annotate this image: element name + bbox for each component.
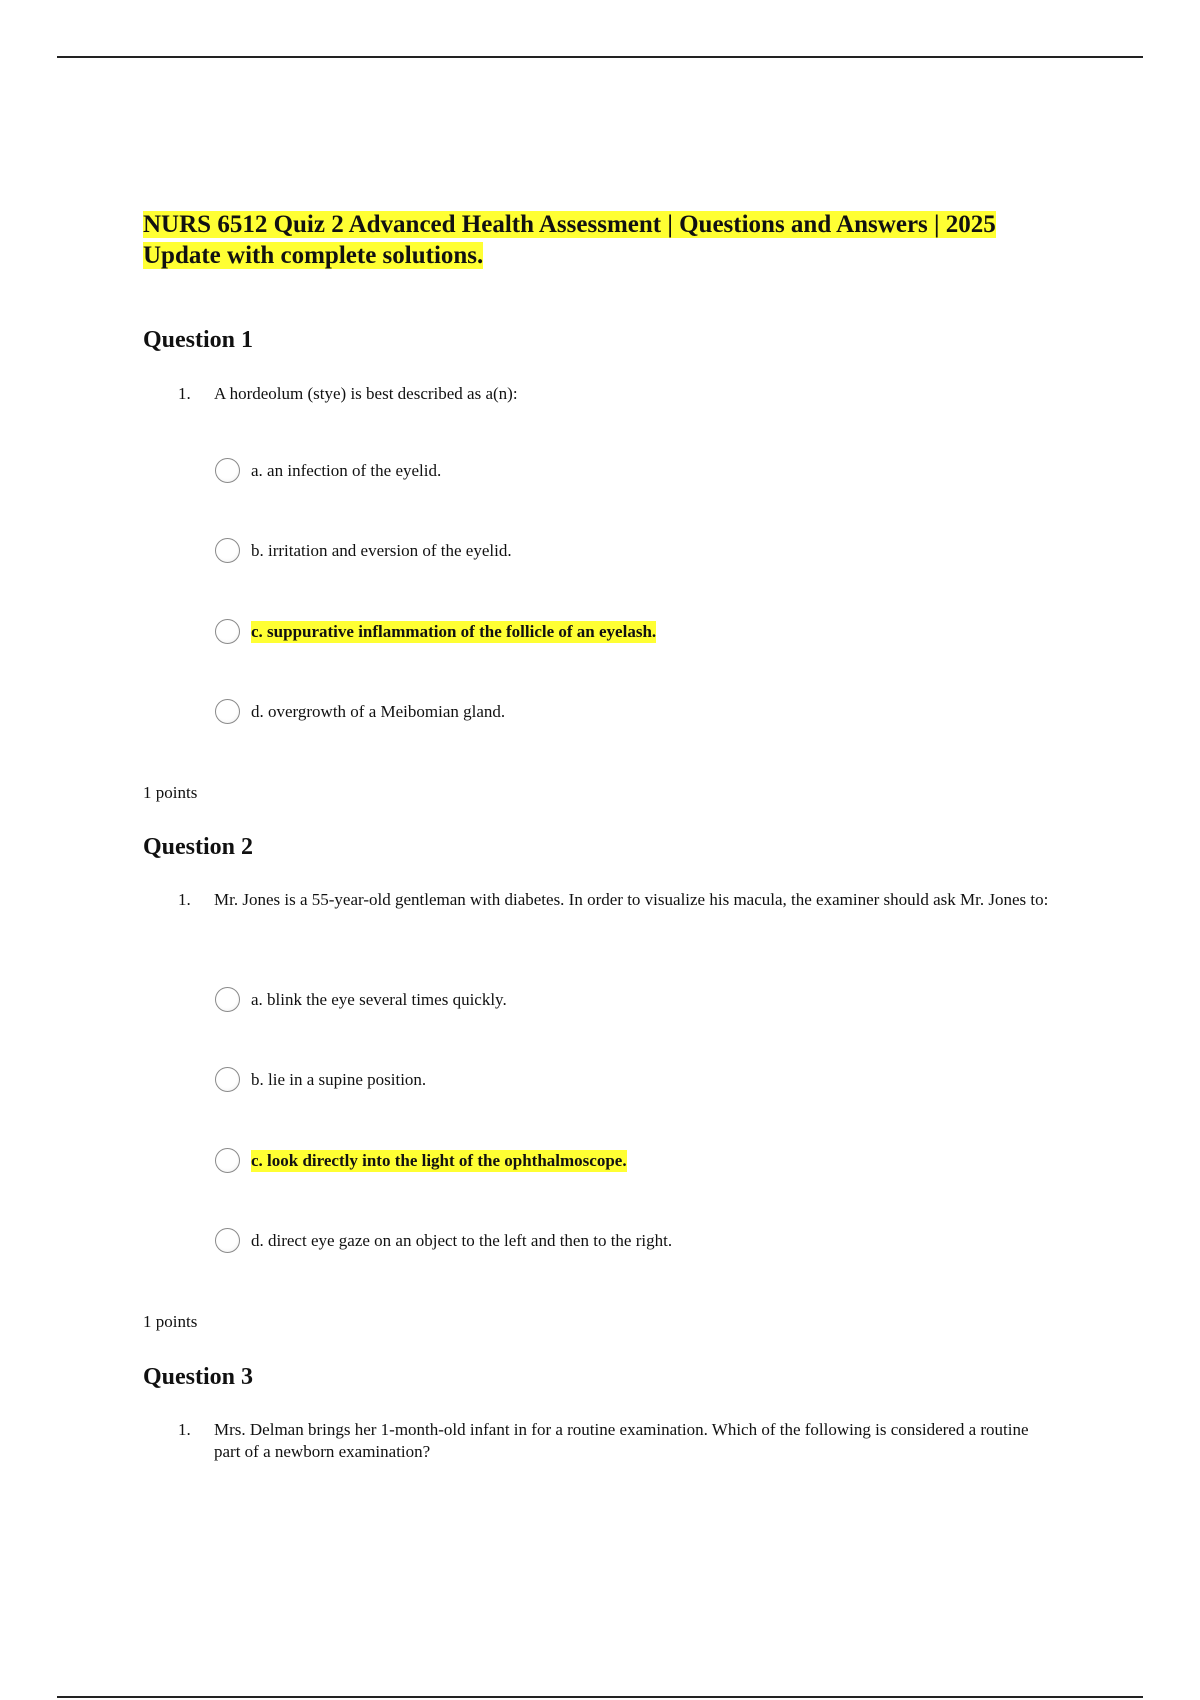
top-rule — [57, 56, 1143, 58]
question-1-points: 1 points — [143, 783, 198, 802]
bottom-rule — [57, 1696, 1143, 1698]
question-1-text: A hordeolum (stye) is best described as a(n): — [214, 384, 518, 403]
option-label: d. overgrowth of a Meibomian gland. — [251, 702, 506, 721]
question-3-number: 1. — [178, 1420, 191, 1439]
radio-button[interactable] — [215, 699, 240, 724]
document-title-text: NURS 6512 Quiz 2 Advanced Health Assessment | Questions and Answers | 2025 Update with complete solutions. — [143, 211, 996, 269]
question-2-text: Mr. Jones is a 55-year-old gentleman with diabetes. In order to visualize his macula, the examiner should ask Mr. Jones to: — [214, 890, 1049, 909]
radio-button[interactable] — [215, 1067, 240, 1092]
radio-button[interactable] — [215, 1148, 240, 1173]
option-label: a. blink the eye several times quickly. — [251, 990, 507, 1009]
question-3-heading: Question 3 — [143, 1364, 254, 1390]
question-3-text: Mrs. Delman brings her 1-month-old infant in for a routine examination. Which of the following is considered a routine part of a newborn examination? — [214, 1420, 1029, 1461]
document-title — [143, 209, 1073, 271]
option-label: a. an infection of the eyelid. — [251, 461, 442, 480]
question-2-points: 1 points — [143, 1312, 198, 1331]
radio-button[interactable] — [215, 1228, 240, 1253]
radio-button[interactable] — [215, 458, 240, 483]
question-1-number: 1. — [178, 384, 191, 403]
option-label: b. lie in a supine position. — [251, 1070, 427, 1089]
question-2-number: 1. — [178, 890, 191, 909]
radio-button[interactable] — [215, 538, 240, 563]
question-2-heading: Question 2 — [143, 834, 254, 860]
correct-option-label: c. suppurative inflammation of the follicle of an eyelash. — [251, 622, 657, 641]
correct-option-label: c. look directly into the light of the ophthalmoscope. — [251, 1151, 627, 1170]
question-1-heading: Question 1 — [143, 327, 254, 353]
question-1-prompt — [178, 383, 1058, 405]
radio-button[interactable] — [215, 987, 240, 1012]
radio-button[interactable] — [215, 619, 240, 644]
option-label: d. direct eye gaze on an object to the left and then to the right. — [251, 1231, 673, 1250]
question-2-prompt — [178, 889, 1058, 911]
option-label: b. irritation and eversion of the eyelid. — [251, 541, 512, 560]
question-3-prompt — [178, 1419, 1058, 1463]
